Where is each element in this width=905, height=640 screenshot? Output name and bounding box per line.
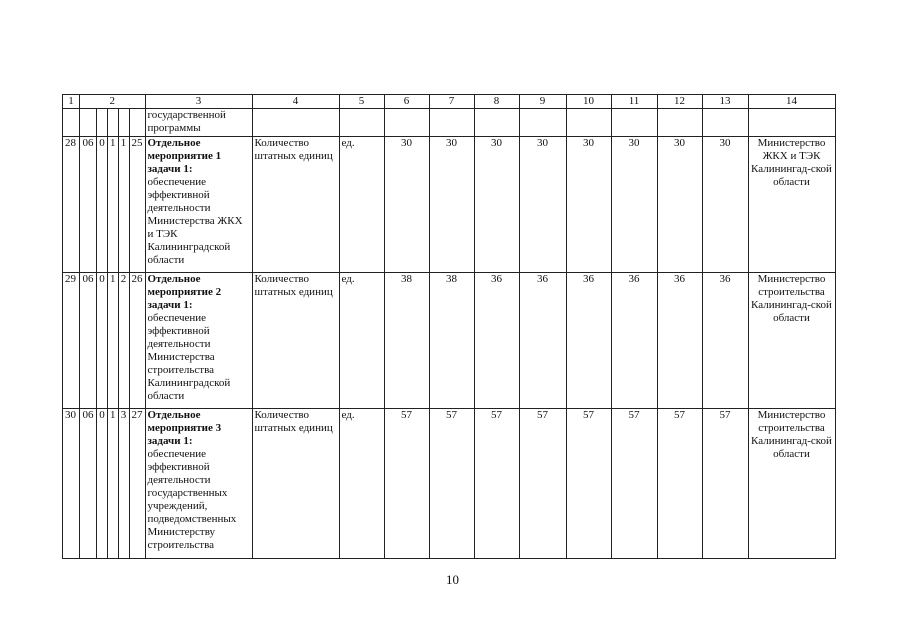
header-col-6: 6: [384, 95, 429, 109]
code-4: 2: [118, 273, 129, 409]
value-cell: 30: [657, 137, 702, 273]
value-cell: 57: [611, 409, 657, 559]
indicator-name: Количество штатных единиц: [252, 409, 339, 559]
header-col-14: 14: [748, 95, 835, 109]
header-col-2: 2: [80, 95, 146, 109]
header-col-5: 5: [339, 95, 384, 109]
measure-name: [145, 409, 252, 559]
value-cell: 30: [611, 137, 657, 273]
value-cell: 57: [384, 409, 429, 559]
value-cell: 38: [429, 273, 474, 409]
header-col-12: 12: [657, 95, 702, 109]
value-cell: 38: [384, 273, 429, 409]
code-2: 0: [97, 137, 108, 273]
measure-desc: обеспечение эффективной деятельности государственных учреждений, подведомственных Министерству строительства: [147, 448, 237, 551]
code-3: 1: [108, 273, 119, 409]
value-cell: 57: [429, 409, 474, 559]
header-col-8: 8: [474, 95, 519, 109]
code-1: 06: [80, 273, 97, 409]
header-col-7: 7: [429, 95, 474, 109]
code-2: 0: [97, 409, 108, 559]
header-col-9: 9: [519, 95, 566, 109]
value-cell: 36: [566, 273, 611, 409]
code-4: 1: [118, 137, 129, 273]
measure-title: Отдельное мероприятие 3 задачи 1:: [147, 409, 222, 447]
row-number: 29: [63, 273, 80, 409]
header-col-11: 11: [611, 95, 657, 109]
value-cell: 30: [519, 137, 566, 273]
unit: ед.: [339, 409, 384, 559]
code-1: 06: [80, 409, 97, 559]
responsible: Министерство строительства Калинингад-ской области: [748, 409, 835, 559]
value-cell: 57: [474, 409, 519, 559]
header-col-10: 10: [566, 95, 611, 109]
value-cell: 30: [384, 137, 429, 273]
value-cell: 57: [566, 409, 611, 559]
measure-name: [145, 137, 252, 273]
value-cell: 36: [519, 273, 566, 409]
value-cell: 36: [474, 273, 519, 409]
table-row: [63, 137, 836, 273]
measure-title: Отдельное мероприятие 1 задачи 1:: [147, 137, 222, 175]
code-1: 06: [80, 137, 97, 273]
unit: ед.: [339, 137, 384, 273]
header-col-1: 1: [63, 95, 80, 109]
value-cell: 30: [566, 137, 611, 273]
header-col-3: 3: [145, 95, 252, 109]
value-cell: 30: [702, 137, 748, 273]
value-cell: 36: [702, 273, 748, 409]
code-5: 25: [129, 137, 145, 273]
measure-desc: обеспечение эффективной деятельности Министерства строительства Калининградской области: [147, 312, 231, 402]
value-cell: 30: [474, 137, 519, 273]
code-5: 27: [129, 409, 145, 559]
code-5: 26: [129, 273, 145, 409]
code-2: 0: [97, 273, 108, 409]
responsible: Министерство строительства Калинингад-ской области: [748, 273, 835, 409]
code-4: 3: [118, 409, 129, 559]
header-row: [63, 95, 836, 109]
page-number: 10: [446, 572, 459, 587]
responsible: Министерство ЖКХ и ТЭК Калинингад-ской области: [748, 137, 835, 273]
table-row: [63, 273, 836, 409]
header-col-13: 13: [702, 95, 748, 109]
row-number: 28: [63, 137, 80, 273]
value-cell: 57: [702, 409, 748, 559]
indicator-name: Количество штатных единиц: [252, 137, 339, 273]
measure-title: Отдельное мероприятие 2 задачи 1:: [147, 273, 222, 311]
value-cell: 36: [611, 273, 657, 409]
value-cell: 57: [657, 409, 702, 559]
indicator-name: Количество штатных единиц: [252, 273, 339, 409]
continuation-row: [63, 109, 836, 137]
value-cell: 30: [429, 137, 474, 273]
value-cell: 36: [657, 273, 702, 409]
table-row: [63, 409, 836, 559]
code-3: 1: [108, 409, 119, 559]
row-number: 30: [63, 409, 80, 559]
continuation-text: государственной программы: [145, 109, 252, 137]
value-cell: 57: [519, 409, 566, 559]
header-col-4: 4: [252, 95, 339, 109]
unit: ед.: [339, 273, 384, 409]
code-3: 1: [108, 137, 119, 273]
measure-name: [145, 273, 252, 409]
measure-desc: обеспечение эффективной деятельности Министерства ЖКХ и ТЭК Калининградской области: [147, 176, 243, 266]
program-table: [62, 94, 836, 559]
